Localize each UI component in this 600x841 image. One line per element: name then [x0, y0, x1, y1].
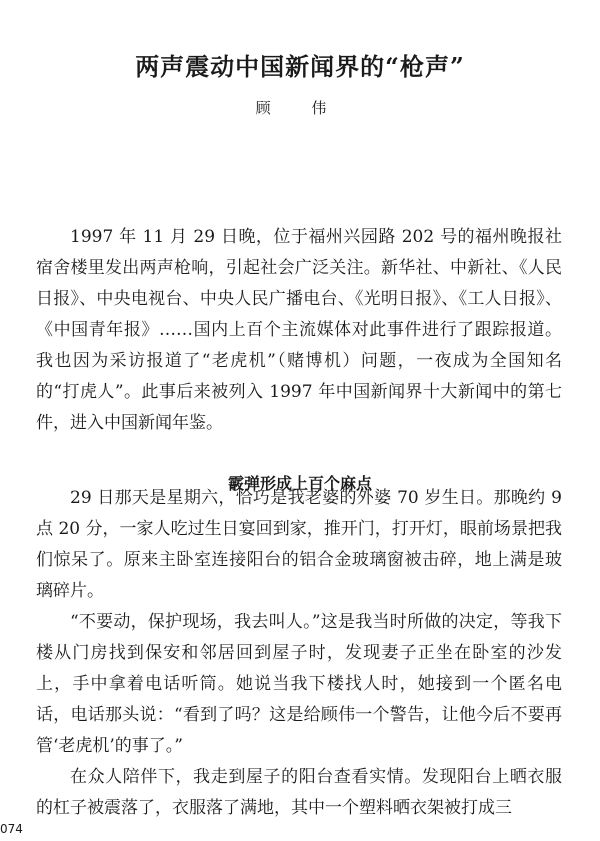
paragraph: “不要动，保护现场，我去叫人。”这是我当时所做的决定，等我下楼从门房找到保安和邻居回到屋子时，发现妻子正坐在卧室的沙发上，手中拿着电话听筒。她说当我下楼找人时，她接到一个匿名电话，电话那头说：“看到了吗？这是给顾伟一个警告，让他今后不要再管‘老虎机’的事了。” [36, 612, 562, 756]
paragraph: 29 日那天是星期六，恰巧是我老婆的外婆 70 岁生日。那晚约 9 点 20 分，一家人吃过生日宴回到家，推开门，打开灯，眼前场景把我们惊呆了。原来主卧室连接阳台的铝合金玻璃窗被击碎，地上满是玻璃碎片。 [36, 488, 562, 601]
section-heading: 霰弹形成上百个麻点 [227, 474, 372, 494]
paragraph: 在众人陪伴下，我走到屋子的阳台查看实情。发现阳台上晒衣服的杠子被震落了，衣服落了满地，其中一个塑料晒衣架被打成三 [36, 767, 562, 818]
article-title: 两声震动中国新闻界的“枪声” [135, 52, 465, 82]
author-name: 顾 伟 [255, 99, 345, 117]
paragraph: 1997 年 11 月 29 日晚，位于福州兴园路 202 号的福州晚报社宿舍楼里发出两声枪响，引起社会广泛关注。新华社、中新社、《人民日报》、中央电视台、中央人民广播电台、《光明日报》、《工人日报》、《中国青年报》……国内上百个主流媒体对此事件进行了跟踪报道。我也因为采访报道了“老虎机”（赌博机）问题，一夜成为全国知名的“打虎人”。此事后来被列入 1997 年中国新闻界十大新闻中的第七件，进入中国新闻年鉴。 [36, 227, 562, 433]
section-body [36, 483, 562, 824]
intro-section [36, 222, 562, 439]
page-number: 074 [0, 822, 23, 836]
